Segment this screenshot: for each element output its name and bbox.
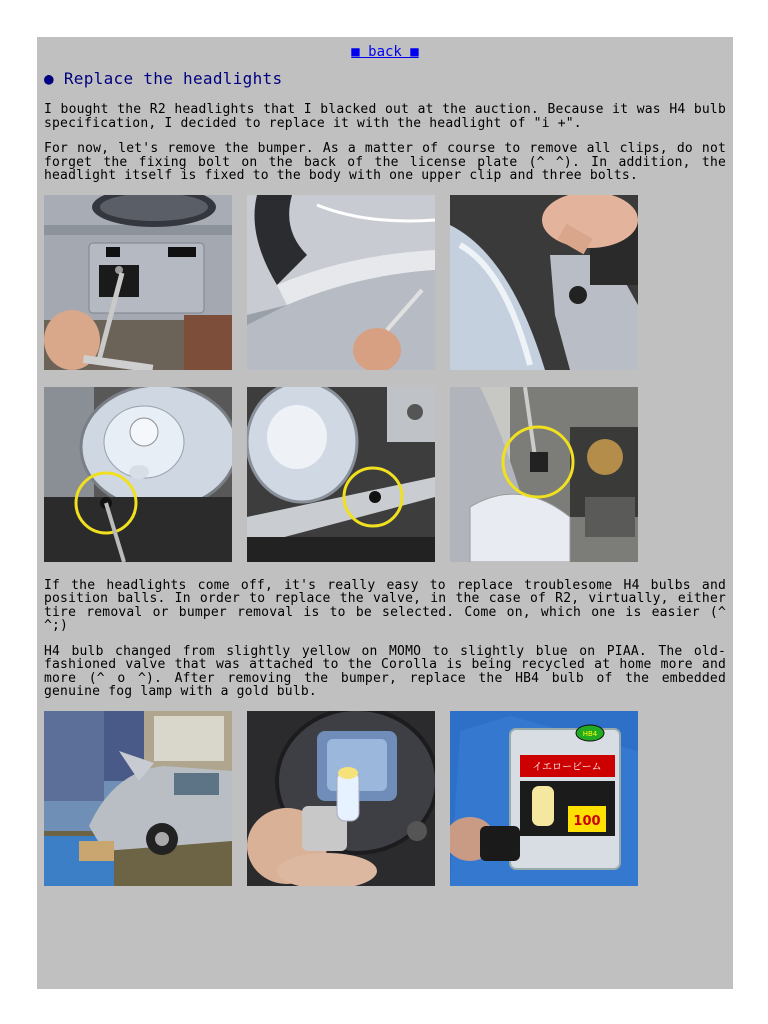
photo-license-plate-bolt <box>44 195 232 370</box>
photo-headlight-bolt-side <box>247 387 435 562</box>
photo-row-1 <box>44 195 726 370</box>
package-badge: 100 <box>573 813 601 829</box>
photo-hb4-package <box>450 711 638 886</box>
photo-h4-bulb-image <box>247 711 435 886</box>
photo-headlight-top-clip-image <box>450 387 638 562</box>
package-brand-label: HB4 <box>582 729 598 738</box>
back-nav <box>44 43 726 61</box>
back-link[interactable]: ■ back ■ <box>351 44 419 60</box>
package-product-name: イエロービーム <box>532 761 602 773</box>
photo-car-disassembled <box>44 711 232 886</box>
photo-row-3 <box>44 711 726 886</box>
photo-headlight-clip <box>450 195 638 370</box>
photo-hb4-package-image <box>450 711 638 886</box>
content-panel <box>37 37 733 989</box>
section-title: ● Replace the headlights <box>44 69 283 88</box>
photo-bumper-removal-image <box>247 195 435 370</box>
photo-headlight-bolt-side-image <box>247 387 435 562</box>
photo-h4-bulb <box>247 711 435 886</box>
photo-car-disassembled-image <box>44 711 232 886</box>
photo-headlight-bolt-lower-image <box>44 387 232 562</box>
photo-headlight-top-clip <box>450 387 638 562</box>
photo-row-2 <box>44 387 726 562</box>
paragraph-4: H4 bulb changed from slightly yellow on MOMO to slightly blue on PIAA. The old-fashioned valve that was attached to the Corolla is being recycled at home more and more (^ o ^). After removing the bumper, replace the HB4 bulb of the embedded genuine fog lamp with a gold bulb. <box>44 643 726 699</box>
photo-headlight-bolt-lower <box>44 387 232 562</box>
photo-headlight-clip-image <box>450 195 638 370</box>
photo-license-plate-bolt-image <box>44 195 232 370</box>
paragraph-1: I bought the R2 headlights that I blacked out at the auction. Because it was H4 bulb specification, I decided to replace it with the headlight of "i +". <box>44 102 726 131</box>
paragraph-2: For now, let's remove the bumper. As a matter of course to remove all clips, do not forget the fixing bolt on the back of the license plate (^ ^). In addition, the headlight itself is fixed to the body with one upper clip and three bolts. <box>44 141 726 183</box>
photo-bumper-removal <box>247 195 435 370</box>
paragraph-3: If the headlights come off, it's really easy to replace troublesome H4 bulbs and position balls. In order to replace the valve, in the case of R2, virtually, either tire removal or bumper removal is to be selected. Come on, which one is easier (^ ^;) <box>44 577 726 633</box>
